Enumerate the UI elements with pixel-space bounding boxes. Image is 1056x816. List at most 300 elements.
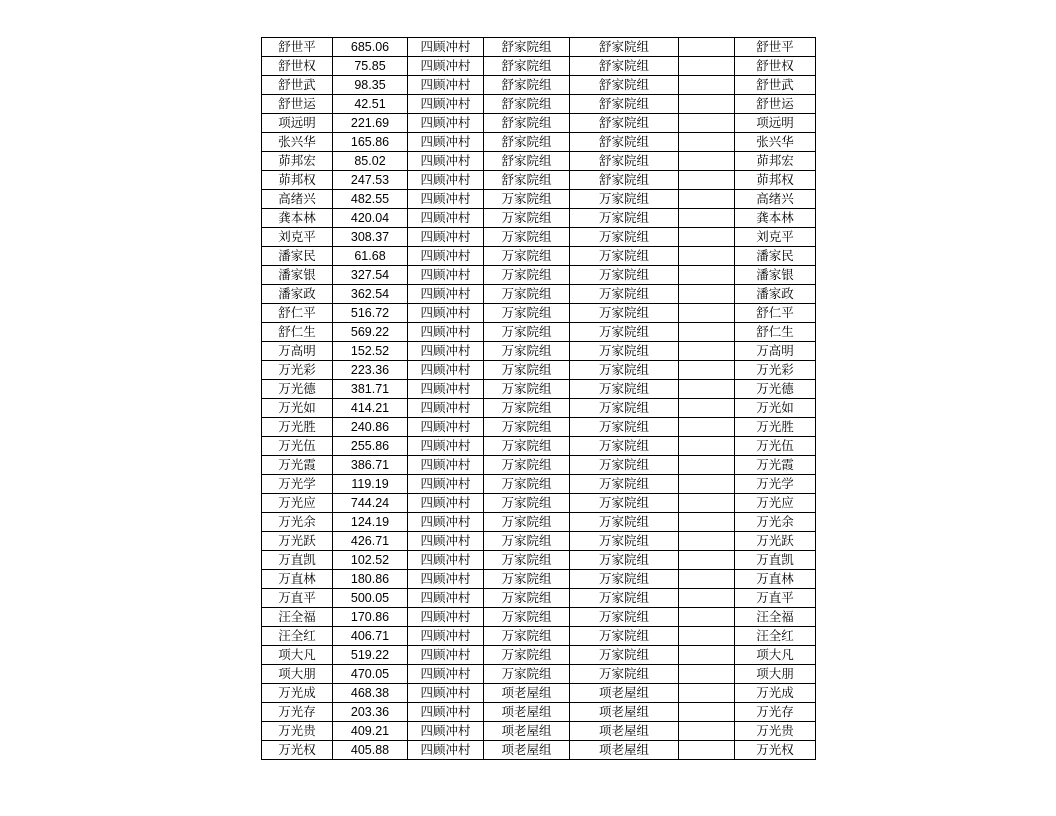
cell-group: 舒家院组 — [484, 152, 570, 171]
cell-blank — [679, 171, 735, 190]
table-row — [262, 304, 816, 323]
cell-blank — [679, 304, 735, 323]
cell-area: 744.24 — [333, 494, 408, 513]
data-table — [261, 37, 816, 760]
table-row — [262, 722, 816, 741]
cell-name-repeat: 万光余 — [735, 513, 816, 532]
cell-blank — [679, 437, 735, 456]
cell-group: 万家院组 — [484, 532, 570, 551]
cell-name: 龚本林 — [262, 209, 333, 228]
cell-area: 102.52 — [333, 551, 408, 570]
cell-area: 468.38 — [333, 684, 408, 703]
cell-group: 舒家院组 — [484, 114, 570, 133]
cell-blank — [679, 589, 735, 608]
cell-name-repeat: 万光贵 — [735, 722, 816, 741]
cell-group-repeat: 万家院组 — [570, 342, 679, 361]
cell-group-repeat: 万家院组 — [570, 437, 679, 456]
cell-group-repeat: 万家院组 — [570, 475, 679, 494]
table-row — [262, 437, 816, 456]
cell-group-repeat: 舒家院组 — [570, 95, 679, 114]
cell-name: 张兴华 — [262, 133, 333, 152]
cell-village: 四顾冲村 — [408, 532, 484, 551]
cell-area: 308.37 — [333, 228, 408, 247]
cell-blank — [679, 532, 735, 551]
cell-group: 万家院组 — [484, 437, 570, 456]
cell-village: 四顾冲村 — [408, 741, 484, 760]
cell-name: 舒世权 — [262, 57, 333, 76]
cell-name: 万光贵 — [262, 722, 333, 741]
cell-name-repeat: 万光彩 — [735, 361, 816, 380]
cell-area: 165.86 — [333, 133, 408, 152]
table-row — [262, 551, 816, 570]
cell-name: 万光伍 — [262, 437, 333, 456]
cell-group-repeat: 万家院组 — [570, 190, 679, 209]
cell-name-repeat: 潘家民 — [735, 247, 816, 266]
cell-blank — [679, 57, 735, 76]
cell-blank — [679, 722, 735, 741]
cell-name-repeat: 万直林 — [735, 570, 816, 589]
cell-name-repeat: 刘克平 — [735, 228, 816, 247]
cell-area: 221.69 — [333, 114, 408, 133]
cell-group-repeat: 舒家院组 — [570, 57, 679, 76]
cell-name-repeat: 龚本林 — [735, 209, 816, 228]
cell-blank — [679, 551, 735, 570]
cell-name: 万光胜 — [262, 418, 333, 437]
cell-area: 406.71 — [333, 627, 408, 646]
cell-village: 四顾冲村 — [408, 722, 484, 741]
cell-name-repeat: 万高明 — [735, 342, 816, 361]
cell-group-repeat: 万家院组 — [570, 627, 679, 646]
table-row — [262, 456, 816, 475]
cell-area: 482.55 — [333, 190, 408, 209]
cell-group-repeat: 项老屋组 — [570, 684, 679, 703]
cell-village: 四顾冲村 — [408, 323, 484, 342]
cell-name: 汪全福 — [262, 608, 333, 627]
cell-group: 舒家院组 — [484, 133, 570, 152]
cell-blank — [679, 133, 735, 152]
cell-village: 四顾冲村 — [408, 418, 484, 437]
cell-group-repeat: 万家院组 — [570, 361, 679, 380]
cell-group-repeat: 万家院组 — [570, 589, 679, 608]
cell-name-repeat: 茆邦宏 — [735, 152, 816, 171]
cell-name-repeat: 舒仁生 — [735, 323, 816, 342]
cell-blank — [679, 228, 735, 247]
table-row — [262, 323, 816, 342]
cell-group: 万家院组 — [484, 665, 570, 684]
cell-name: 舒世平 — [262, 38, 333, 57]
cell-village: 四顾冲村 — [408, 380, 484, 399]
table-row — [262, 589, 816, 608]
cell-group: 万家院组 — [484, 304, 570, 323]
cell-group: 万家院组 — [484, 247, 570, 266]
cell-name-repeat: 万光应 — [735, 494, 816, 513]
cell-name: 舒仁生 — [262, 323, 333, 342]
cell-blank — [679, 95, 735, 114]
cell-village: 四顾冲村 — [408, 570, 484, 589]
cell-group: 项老屋组 — [484, 741, 570, 760]
table-row — [262, 532, 816, 551]
table-row — [262, 266, 816, 285]
cell-name-repeat: 万光权 — [735, 741, 816, 760]
table-row — [262, 513, 816, 532]
cell-group: 万家院组 — [484, 475, 570, 494]
cell-blank — [679, 703, 735, 722]
cell-blank — [679, 665, 735, 684]
cell-group: 万家院组 — [484, 380, 570, 399]
cell-village: 四顾冲村 — [408, 475, 484, 494]
cell-group: 万家院组 — [484, 342, 570, 361]
cell-group: 万家院组 — [484, 209, 570, 228]
cell-group-repeat: 万家院组 — [570, 380, 679, 399]
cell-group-repeat: 万家院组 — [570, 646, 679, 665]
cell-blank — [679, 513, 735, 532]
cell-group-repeat: 舒家院组 — [570, 133, 679, 152]
cell-group-repeat: 万家院组 — [570, 456, 679, 475]
cell-blank — [679, 342, 735, 361]
cell-group-repeat: 项老屋组 — [570, 703, 679, 722]
cell-name: 万光存 — [262, 703, 333, 722]
cell-blank — [679, 741, 735, 760]
cell-name: 万直凯 — [262, 551, 333, 570]
cell-name-repeat: 张兴华 — [735, 133, 816, 152]
cell-village: 四顾冲村 — [408, 589, 484, 608]
cell-group-repeat: 万家院组 — [570, 513, 679, 532]
cell-name: 汪全红 — [262, 627, 333, 646]
cell-blank — [679, 380, 735, 399]
cell-area: 98.35 — [333, 76, 408, 95]
cell-group-repeat: 万家院组 — [570, 399, 679, 418]
cell-name: 万光应 — [262, 494, 333, 513]
cell-group-repeat: 万家院组 — [570, 494, 679, 513]
table-row — [262, 76, 816, 95]
cell-group: 万家院组 — [484, 570, 570, 589]
cell-group: 项老屋组 — [484, 684, 570, 703]
cell-blank — [679, 399, 735, 418]
cell-area: 685.06 — [333, 38, 408, 57]
cell-group: 万家院组 — [484, 456, 570, 475]
cell-name-repeat: 舒世平 — [735, 38, 816, 57]
table-row — [262, 114, 816, 133]
table-row — [262, 475, 816, 494]
cell-group-repeat: 舒家院组 — [570, 114, 679, 133]
table-row — [262, 380, 816, 399]
cell-blank — [679, 418, 735, 437]
table-row — [262, 190, 816, 209]
cell-name: 万光霞 — [262, 456, 333, 475]
cell-village: 四顾冲村 — [408, 95, 484, 114]
cell-name-repeat: 潘家银 — [735, 266, 816, 285]
cell-blank — [679, 285, 735, 304]
cell-village: 四顾冲村 — [408, 114, 484, 133]
cell-name-repeat: 万直平 — [735, 589, 816, 608]
cell-name: 舒世运 — [262, 95, 333, 114]
cell-name: 项大凡 — [262, 646, 333, 665]
cell-area: 362.54 — [333, 285, 408, 304]
cell-name-repeat: 万光伍 — [735, 437, 816, 456]
cell-village: 四顾冲村 — [408, 304, 484, 323]
cell-name: 万高明 — [262, 342, 333, 361]
cell-blank — [679, 247, 735, 266]
cell-group-repeat: 万家院组 — [570, 285, 679, 304]
cell-group-repeat: 舒家院组 — [570, 76, 679, 95]
cell-blank — [679, 456, 735, 475]
cell-name: 万直平 — [262, 589, 333, 608]
cell-blank — [679, 323, 735, 342]
cell-area: 119.19 — [333, 475, 408, 494]
cell-area: 203.36 — [333, 703, 408, 722]
cell-name: 高绪兴 — [262, 190, 333, 209]
table-row — [262, 285, 816, 304]
cell-group-repeat: 项老屋组 — [570, 722, 679, 741]
cell-village: 四顾冲村 — [408, 152, 484, 171]
table-row — [262, 608, 816, 627]
cell-name-repeat: 舒世权 — [735, 57, 816, 76]
cell-area: 124.19 — [333, 513, 408, 532]
cell-name-repeat: 万光跃 — [735, 532, 816, 551]
cell-name: 万光学 — [262, 475, 333, 494]
cell-group-repeat: 舒家院组 — [570, 38, 679, 57]
cell-village: 四顾冲村 — [408, 665, 484, 684]
cell-group-repeat: 万家院组 — [570, 304, 679, 323]
cell-area: 223.36 — [333, 361, 408, 380]
cell-area: 409.21 — [333, 722, 408, 741]
cell-village: 四顾冲村 — [408, 494, 484, 513]
cell-blank — [679, 266, 735, 285]
cell-group: 万家院组 — [484, 266, 570, 285]
cell-blank — [679, 152, 735, 171]
table-row — [262, 665, 816, 684]
cell-name-repeat: 汪全红 — [735, 627, 816, 646]
cell-blank — [679, 114, 735, 133]
table-row — [262, 570, 816, 589]
table-row — [262, 247, 816, 266]
cell-name: 万光余 — [262, 513, 333, 532]
cell-name-repeat: 万光存 — [735, 703, 816, 722]
cell-group-repeat: 万家院组 — [570, 570, 679, 589]
cell-group-repeat: 舒家院组 — [570, 171, 679, 190]
cell-blank — [679, 627, 735, 646]
cell-area: 519.22 — [333, 646, 408, 665]
cell-name-repeat: 茆邦权 — [735, 171, 816, 190]
cell-name: 万光权 — [262, 741, 333, 760]
cell-name: 舒仁平 — [262, 304, 333, 323]
cell-group-repeat: 舒家院组 — [570, 152, 679, 171]
table-row — [262, 95, 816, 114]
cell-group: 万家院组 — [484, 494, 570, 513]
cell-area: 426.71 — [333, 532, 408, 551]
cell-name-repeat: 万光胜 — [735, 418, 816, 437]
cell-group: 万家院组 — [484, 513, 570, 532]
cell-village: 四顾冲村 — [408, 266, 484, 285]
cell-name-repeat: 项大朋 — [735, 665, 816, 684]
cell-blank — [679, 684, 735, 703]
cell-group: 万家院组 — [484, 361, 570, 380]
cell-name: 潘家政 — [262, 285, 333, 304]
cell-village: 四顾冲村 — [408, 133, 484, 152]
cell-village: 四顾冲村 — [408, 646, 484, 665]
cell-group: 项老屋组 — [484, 722, 570, 741]
cell-group-repeat: 万家院组 — [570, 209, 679, 228]
cell-village: 四顾冲村 — [408, 285, 484, 304]
cell-group: 万家院组 — [484, 228, 570, 247]
cell-village: 四顾冲村 — [408, 437, 484, 456]
cell-blank — [679, 646, 735, 665]
cell-village: 四顾冲村 — [408, 399, 484, 418]
cell-village: 四顾冲村 — [408, 361, 484, 380]
cell-area: 405.88 — [333, 741, 408, 760]
cell-area: 152.52 — [333, 342, 408, 361]
cell-name-repeat: 舒世武 — [735, 76, 816, 95]
cell-village: 四顾冲村 — [408, 608, 484, 627]
cell-name-repeat: 万直凯 — [735, 551, 816, 570]
cell-area: 85.02 — [333, 152, 408, 171]
cell-blank — [679, 190, 735, 209]
cell-name: 万光德 — [262, 380, 333, 399]
cell-area: 240.86 — [333, 418, 408, 437]
cell-group-repeat: 万家院组 — [570, 323, 679, 342]
cell-village: 四顾冲村 — [408, 627, 484, 646]
cell-name: 项远明 — [262, 114, 333, 133]
cell-area: 516.72 — [333, 304, 408, 323]
cell-area: 500.05 — [333, 589, 408, 608]
cell-name-repeat: 万光如 — [735, 399, 816, 418]
cell-group: 万家院组 — [484, 627, 570, 646]
cell-village: 四顾冲村 — [408, 456, 484, 475]
cell-group-repeat: 万家院组 — [570, 551, 679, 570]
cell-name: 万光成 — [262, 684, 333, 703]
cell-name-repeat: 万光学 — [735, 475, 816, 494]
cell-group-repeat: 项老屋组 — [570, 741, 679, 760]
cell-village: 四顾冲村 — [408, 513, 484, 532]
cell-village: 四顾冲村 — [408, 76, 484, 95]
cell-group: 万家院组 — [484, 399, 570, 418]
cell-group: 万家院组 — [484, 589, 570, 608]
cell-blank — [679, 608, 735, 627]
cell-group: 万家院组 — [484, 190, 570, 209]
table-row — [262, 646, 816, 665]
cell-area: 381.71 — [333, 380, 408, 399]
cell-blank — [679, 494, 735, 513]
cell-name: 项大朋 — [262, 665, 333, 684]
table-row — [262, 171, 816, 190]
cell-group-repeat: 万家院组 — [570, 266, 679, 285]
cell-blank — [679, 361, 735, 380]
cell-group: 万家院组 — [484, 551, 570, 570]
table-row — [262, 209, 816, 228]
cell-village: 四顾冲村 — [408, 703, 484, 722]
cell-area: 42.51 — [333, 95, 408, 114]
cell-name: 刘克平 — [262, 228, 333, 247]
table-row — [262, 57, 816, 76]
cell-name-repeat: 汪全福 — [735, 608, 816, 627]
cell-blank — [679, 38, 735, 57]
table-row — [262, 361, 816, 380]
table-row — [262, 38, 816, 57]
cell-blank — [679, 570, 735, 589]
cell-group-repeat: 万家院组 — [570, 418, 679, 437]
cell-name-repeat: 潘家政 — [735, 285, 816, 304]
cell-name-repeat: 万光成 — [735, 684, 816, 703]
cell-name-repeat: 项远明 — [735, 114, 816, 133]
cell-village: 四顾冲村 — [408, 209, 484, 228]
cell-village: 四顾冲村 — [408, 228, 484, 247]
cell-group: 万家院组 — [484, 646, 570, 665]
cell-area: 75.85 — [333, 57, 408, 76]
cell-blank — [679, 76, 735, 95]
table-body — [262, 38, 816, 760]
cell-group: 万家院组 — [484, 323, 570, 342]
table-row — [262, 228, 816, 247]
cell-group-repeat: 万家院组 — [570, 247, 679, 266]
table-row — [262, 152, 816, 171]
cell-village: 四顾冲村 — [408, 38, 484, 57]
cell-village: 四顾冲村 — [408, 684, 484, 703]
cell-village: 四顾冲村 — [408, 342, 484, 361]
cell-name-repeat: 高绪兴 — [735, 190, 816, 209]
cell-group: 项老屋组 — [484, 703, 570, 722]
table-row — [262, 494, 816, 513]
table-row — [262, 703, 816, 722]
cell-village: 四顾冲村 — [408, 551, 484, 570]
cell-name-repeat: 舒仁平 — [735, 304, 816, 323]
cell-name-repeat: 舒世运 — [735, 95, 816, 114]
cell-area: 420.04 — [333, 209, 408, 228]
cell-name: 万直林 — [262, 570, 333, 589]
cell-group: 舒家院组 — [484, 38, 570, 57]
cell-name: 万光彩 — [262, 361, 333, 380]
table-row — [262, 741, 816, 760]
cell-name-repeat: 项大凡 — [735, 646, 816, 665]
table-row — [262, 399, 816, 418]
cell-group-repeat: 万家院组 — [570, 608, 679, 627]
cell-name: 潘家民 — [262, 247, 333, 266]
cell-blank — [679, 475, 735, 494]
cell-group-repeat: 万家院组 — [570, 665, 679, 684]
cell-village: 四顾冲村 — [408, 247, 484, 266]
cell-group-repeat: 万家院组 — [570, 228, 679, 247]
cell-name: 茆邦权 — [262, 171, 333, 190]
cell-group: 万家院组 — [484, 608, 570, 627]
cell-area: 247.53 — [333, 171, 408, 190]
table-row — [262, 418, 816, 437]
cell-group: 舒家院组 — [484, 171, 570, 190]
cell-area: 255.86 — [333, 437, 408, 456]
cell-area: 414.21 — [333, 399, 408, 418]
cell-area: 470.05 — [333, 665, 408, 684]
cell-area: 386.71 — [333, 456, 408, 475]
cell-group: 万家院组 — [484, 418, 570, 437]
cell-name-repeat: 万光德 — [735, 380, 816, 399]
cell-village: 四顾冲村 — [408, 190, 484, 209]
cell-area: 327.54 — [333, 266, 408, 285]
cell-name: 舒世武 — [262, 76, 333, 95]
cell-group-repeat: 万家院组 — [570, 532, 679, 551]
cell-group: 万家院组 — [484, 285, 570, 304]
cell-name: 万光跃 — [262, 532, 333, 551]
table-row — [262, 133, 816, 152]
cell-name: 潘家银 — [262, 266, 333, 285]
cell-group: 舒家院组 — [484, 76, 570, 95]
table-row — [262, 627, 816, 646]
cell-area: 61.68 — [333, 247, 408, 266]
cell-village: 四顾冲村 — [408, 171, 484, 190]
cell-name: 万光如 — [262, 399, 333, 418]
table-row — [262, 342, 816, 361]
cell-area: 180.86 — [333, 570, 408, 589]
cell-name-repeat: 万光霞 — [735, 456, 816, 475]
cell-area: 170.86 — [333, 608, 408, 627]
cell-blank — [679, 209, 735, 228]
